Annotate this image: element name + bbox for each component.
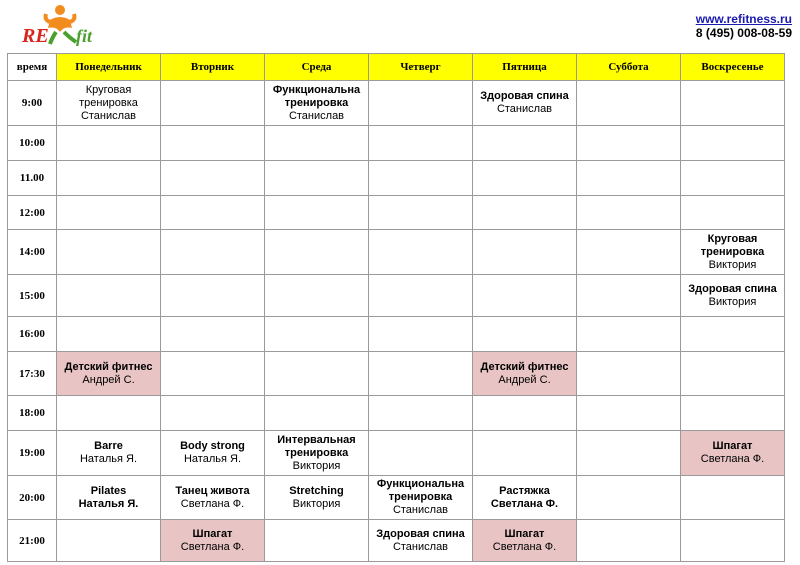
class-cell[interactable] bbox=[161, 431, 265, 476]
empty-cell bbox=[681, 520, 785, 562]
empty-cell bbox=[577, 520, 681, 562]
class-cell[interactable] bbox=[681, 275, 785, 317]
instructor-name: Светлана Ф. bbox=[700, 453, 765, 465]
class-name: Barre bbox=[94, 440, 123, 452]
instructor-name: Виктория bbox=[292, 459, 341, 472]
empty-cell bbox=[369, 81, 473, 126]
class-name: Шпагат bbox=[504, 527, 545, 540]
class-name: Интервальная тренировка bbox=[277, 433, 356, 459]
empty-cell bbox=[473, 317, 577, 352]
empty-cell bbox=[577, 431, 681, 476]
time-cell: 18:00 bbox=[8, 396, 57, 431]
empty-cell bbox=[57, 396, 161, 431]
day-header: Четверг bbox=[369, 54, 473, 81]
class-cell[interactable] bbox=[161, 476, 265, 520]
empty-cell bbox=[577, 81, 681, 126]
refit-logo[interactable] bbox=[20, 2, 110, 48]
empty-cell bbox=[473, 230, 577, 275]
class-cell[interactable] bbox=[57, 352, 161, 396]
class-cell[interactable] bbox=[161, 520, 265, 562]
empty-cell bbox=[265, 161, 369, 196]
instructor-name: Виктория bbox=[708, 295, 757, 308]
time-column-header: время bbox=[8, 54, 57, 81]
instructor-name: Светлана Ф. bbox=[180, 497, 245, 510]
empty-cell bbox=[369, 196, 473, 230]
empty-cell bbox=[57, 196, 161, 230]
empty-cell bbox=[473, 126, 577, 161]
empty-cell bbox=[57, 230, 161, 275]
class-cell[interactable] bbox=[57, 81, 161, 126]
contacts bbox=[696, 12, 792, 40]
empty-cell bbox=[681, 81, 785, 126]
day-header: Среда bbox=[265, 54, 369, 81]
schedule-table bbox=[7, 53, 785, 562]
table-row bbox=[8, 126, 785, 161]
empty-cell bbox=[161, 352, 265, 396]
empty-cell bbox=[369, 275, 473, 317]
class-name: Круговая тренировка bbox=[79, 83, 138, 109]
table-row bbox=[8, 431, 785, 476]
table-row bbox=[8, 196, 785, 230]
empty-cell bbox=[681, 126, 785, 161]
empty-cell bbox=[369, 230, 473, 275]
class-name: Круговая тренировка bbox=[700, 232, 765, 258]
empty-cell bbox=[265, 520, 369, 562]
empty-cell bbox=[265, 230, 369, 275]
instructor-name: Андрей С. bbox=[498, 373, 551, 386]
class-name: Stretching bbox=[289, 484, 344, 497]
empty-cell bbox=[681, 161, 785, 196]
class-name: Танец живота bbox=[175, 484, 250, 497]
table-row bbox=[8, 275, 785, 317]
time-cell: 9:00 bbox=[8, 81, 57, 126]
empty-cell bbox=[161, 196, 265, 230]
empty-cell bbox=[161, 396, 265, 431]
class-name: Функциональна тренировка bbox=[376, 478, 465, 503]
class-cell[interactable] bbox=[265, 81, 369, 126]
class-name: Растяжка bbox=[499, 484, 550, 497]
empty-cell bbox=[161, 161, 265, 196]
instructor-name: Андрей С. bbox=[82, 373, 135, 386]
empty-cell bbox=[681, 476, 785, 520]
empty-cell bbox=[57, 126, 161, 161]
empty-cell bbox=[265, 317, 369, 352]
instructor-name: Наталья Я. bbox=[78, 497, 139, 510]
class-cell[interactable] bbox=[369, 520, 473, 562]
table-row bbox=[8, 81, 785, 126]
class-cell[interactable] bbox=[57, 476, 161, 520]
empty-cell bbox=[265, 275, 369, 317]
time-cell: 15:00 bbox=[8, 275, 57, 317]
empty-cell bbox=[265, 396, 369, 431]
table-row bbox=[8, 396, 785, 431]
table-row bbox=[8, 352, 785, 396]
empty-cell bbox=[681, 317, 785, 352]
table-row bbox=[8, 476, 785, 520]
class-name: Здоровая спина bbox=[688, 282, 777, 295]
time-cell: 12:00 bbox=[8, 196, 57, 230]
empty-cell bbox=[265, 352, 369, 396]
svg-text:RE: RE bbox=[22, 25, 49, 47]
empty-cell bbox=[57, 520, 161, 562]
svg-text:fit: fit bbox=[76, 26, 92, 46]
empty-cell bbox=[681, 196, 785, 230]
class-name: Детский фитнес bbox=[64, 360, 153, 373]
empty-cell bbox=[577, 352, 681, 396]
empty-cell bbox=[681, 352, 785, 396]
empty-cell bbox=[57, 275, 161, 317]
instructor-name: Наталья Я. bbox=[79, 453, 137, 465]
time-cell: 10:00 bbox=[8, 126, 57, 161]
header bbox=[0, 0, 800, 50]
empty-cell bbox=[681, 396, 785, 431]
instructor-name: Светлана Ф. bbox=[492, 540, 557, 553]
instructor-name: Станислав bbox=[80, 109, 137, 122]
class-name: Body strong bbox=[180, 440, 245, 452]
day-header: Пятница bbox=[473, 54, 577, 81]
instructor-name: Станислав bbox=[496, 103, 553, 115]
empty-cell bbox=[161, 317, 265, 352]
table-row bbox=[8, 317, 785, 352]
table-row bbox=[8, 230, 785, 275]
day-header: Понедельник bbox=[57, 54, 161, 81]
empty-cell bbox=[369, 352, 473, 396]
instructor-name: Виктория bbox=[708, 258, 757, 271]
instructor-name: Светлана Ф. bbox=[180, 540, 245, 553]
class-cell[interactable] bbox=[473, 476, 577, 520]
class-cell[interactable] bbox=[265, 476, 369, 520]
empty-cell bbox=[473, 275, 577, 317]
class-cell[interactable] bbox=[473, 81, 577, 126]
table-row bbox=[8, 161, 785, 196]
website-link[interactable]: www.refitness.ru bbox=[695, 12, 792, 26]
class-cell[interactable] bbox=[57, 431, 161, 476]
empty-cell bbox=[369, 431, 473, 476]
time-cell: 17:30 bbox=[8, 352, 57, 396]
empty-cell bbox=[577, 317, 681, 352]
empty-cell bbox=[577, 196, 681, 230]
header-row bbox=[8, 54, 785, 81]
class-cell[interactable] bbox=[681, 431, 785, 476]
time-cell: 16:00 bbox=[8, 317, 57, 352]
empty-cell bbox=[577, 396, 681, 431]
empty-cell bbox=[161, 126, 265, 161]
empty-cell bbox=[161, 230, 265, 275]
time-cell: 14:00 bbox=[8, 230, 57, 275]
instructor-name: Виктория bbox=[292, 497, 341, 510]
empty-cell bbox=[161, 275, 265, 317]
class-cell[interactable] bbox=[265, 431, 369, 476]
empty-cell bbox=[265, 126, 369, 161]
empty-cell bbox=[369, 317, 473, 352]
table-row bbox=[8, 520, 785, 562]
instructor-name: Станислав bbox=[288, 109, 345, 122]
class-cell[interactable] bbox=[473, 520, 577, 562]
class-name: Детский фитнес bbox=[480, 360, 569, 373]
class-name: Pilates bbox=[90, 484, 127, 497]
empty-cell bbox=[473, 396, 577, 431]
time-cell: 20:00 bbox=[8, 476, 57, 520]
time-cell: 19:00 bbox=[8, 431, 57, 476]
day-header: Воскресенье bbox=[681, 54, 785, 81]
class-name: Функциональна тренировка bbox=[272, 83, 361, 109]
empty-cell bbox=[369, 161, 473, 196]
empty-cell bbox=[57, 317, 161, 352]
empty-cell bbox=[577, 275, 681, 317]
empty-cell bbox=[577, 230, 681, 275]
empty-cell bbox=[473, 431, 577, 476]
class-cell[interactable] bbox=[473, 352, 577, 396]
instructor-name: Станислав bbox=[392, 540, 449, 553]
empty-cell bbox=[577, 476, 681, 520]
empty-cell bbox=[473, 161, 577, 196]
empty-cell bbox=[161, 81, 265, 126]
refit-logo-image bbox=[20, 2, 110, 48]
class-name: Шпагат bbox=[192, 527, 233, 540]
instructor-name: Станислав bbox=[392, 504, 449, 516]
time-cell: 21:00 bbox=[8, 520, 57, 562]
class-name: Шпагат bbox=[712, 440, 753, 452]
day-header: Суббота bbox=[577, 54, 681, 81]
class-cell[interactable] bbox=[681, 230, 785, 275]
class-cell[interactable] bbox=[369, 476, 473, 520]
empty-cell bbox=[577, 161, 681, 196]
empty-cell bbox=[369, 126, 473, 161]
day-header: Вторник bbox=[161, 54, 265, 81]
instructor-name: Светлана Ф. bbox=[490, 497, 559, 510]
class-name: Здоровая спина bbox=[480, 90, 569, 102]
empty-cell bbox=[265, 196, 369, 230]
phone-number: 8 (495) 008-08-59 bbox=[695, 26, 792, 40]
time-cell: 11.00 bbox=[8, 161, 57, 196]
empty-cell bbox=[57, 161, 161, 196]
empty-cell bbox=[473, 196, 577, 230]
empty-cell bbox=[369, 396, 473, 431]
instructor-name: Наталья Я. bbox=[183, 453, 241, 465]
class-name: Здоровая спина bbox=[376, 527, 465, 540]
empty-cell bbox=[577, 126, 681, 161]
